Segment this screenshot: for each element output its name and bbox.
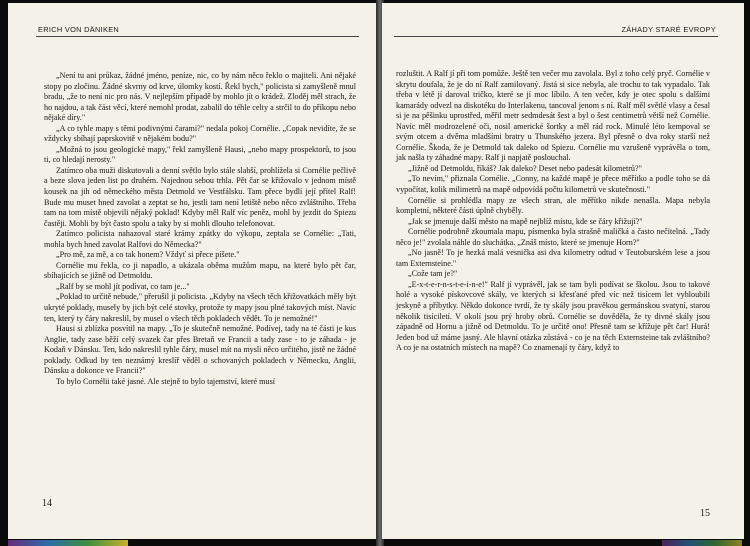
paragraph: Zatímco oba muži diskutovali a denní světlo bylo stále slabší, prohlížela si Cornélie pečlivě a beze slova jeden list po druhém. Najednou sebou trhla. Pět čar se křižovalo v jednom místě kousek na jih od německého města Detmold ve Vestfálsku. Tam přece bydlí její přítel Ralf! Bude mu muset hned zavolat a zeptat se ho, jestli tam není letiště nebo něco zvláštního. Třeba tam na tom místě objevili nějaký poklad! Kdyby měl Ralf víc peněz, mohl by jezdit do Spiezu častěji. Mohli by být často spolu a taky by si mohli dlouho telefonovat. bbox=[44, 165, 356, 228]
paragraph: „Cože tam je?" bbox=[408, 269, 458, 279]
paragraph: Cornélie si prohlédla mapy ze všech stran, ale měřítko nikde nenašla. Mapa nebyla kompletní, některé části úplně chyběly. bbox=[396, 195, 710, 216]
cover-edge-decoration bbox=[8, 540, 128, 546]
paragraph: „A co tyhle mapy s těmi podivnými čarami?" nedala pokoj Cornélie. „Copak nevidíte, že se vždycky sbíhají paprskovitě v nějakém bodu?" bbox=[44, 123, 356, 144]
header-rule bbox=[394, 36, 718, 37]
paragraph: „Ralf by se mohl jít podívat, co tam je..." bbox=[56, 281, 190, 291]
left-page bbox=[8, 3, 380, 539]
cover-edge-decoration bbox=[662, 540, 742, 546]
paragraph: „Není tu ani průkaz, žádné jméno, peníze, nic, co by nám něco řeklo o majiteli. Ani nějaké stopy po zločinu. Žádné skvrny od krve, úlomky kostí. Řekl bych," policista si zamyšleně mnul bradu, „že to není nic pro nás. V nejlepším případě by mohlo jít o krádež. Zloděj měl strach, že ho najdou, a tak část věcí, které nemohl prodat, zabalil do téhle celty a strčil to do příkopu nebo nějaké díry." bbox=[44, 71, 356, 123]
running-header-title: ZÁHADY STARÉ EVROPY bbox=[621, 25, 716, 34]
paragraph: „E-x-t-e-r-n-s-t-e-i-n-e!" Ralf jí vyprávěl, jak se tam byli podívat se školou. Jsou to takové holé a vysoké pískovcové skály, ve kterých si křesťané před víc než tisícem let vyhloubili jeskyně a příbytky. Někdo dokonce tvrdí, že ty skály jsou pravěkou germánskou svatyní, starou několik tisíciletí. V okolí jsou prý hroby obrů. Cornélie se dověděla, že ty divné skály jsou západně od Hornu a jižně od Detmoldu. To je určitě ono! Přesně tam se křížuje pět čar! Hurá! Jeden bod už máme jasný. Ale hlavní otázka zůstává - co je na těch Externsteine tak zvláštního? A co je na ostatních místech na mapě? Co znamenají ty čáry, když to bbox=[396, 279, 710, 353]
paragraph: „Pro mě, za mě, a co tak honem? Vždyť si přece píšete." bbox=[56, 250, 240, 260]
paragraph: Hausi si zblízka posvítil na mapy. „To je skutečně nemožné. Podívej, tady na té části je kus Anglie, tady zase běží celý svazek čar přes Bretaň ve Francii a tady zase - to je záhada - je Kodaň v Dánsku. Ten, kdo nakreslil tyhle čáry, musel mít na mysli něco určitého, jistě ne žádné poklady. Odkud by ten neznámý kreslíř věděl o schovaných pokladech v Německu, Anglii, Dánsku a dokonce ve Francii?" bbox=[44, 324, 356, 376]
paragraph: Zatímco policista nahazoval staré krámy zpátky do výkopu, zeptala se Cornélie: „Tati, mohla bych hned zavolat Ralfovi do Německa?" bbox=[44, 229, 356, 249]
paragraph: Cornélie podrobně zkoumala mapu, písmenka byla strašně maličká a často nečitelná. „Tady něco je!" zvolala náhle do sluchátka. „Znáš místo, které se jmenuje Horn?" bbox=[396, 227, 710, 247]
paragraph: „Možná to jsou geologické mapy," řekl zamyšleně Hausi, „nebo mapy prospektorů, to jsou ti, co hledají nerosty." bbox=[44, 144, 356, 165]
paragraph: „Jak se jmenuje další město na mapě nejblíž místu, kde se čáry křižují?" bbox=[408, 216, 643, 226]
paragraph: To bylo Cornélii také jasné. Ale stejně to bylo tajemství, které musí bbox=[56, 376, 275, 386]
header-rule bbox=[36, 36, 359, 37]
page-number: 14 bbox=[42, 498, 52, 509]
paragraph: Cornélie mu řekla, co ji napadlo, a ukázala oběma mužům mapu, na které bylo pět čar, sbíhajících se jižně od Detmoldu. bbox=[44, 260, 356, 281]
paragraph: „No jasně! To je hezká malá vesnička asi dva kilometry odtud v Teutoburském lese a jsou tam Externsteine." bbox=[396, 248, 710, 268]
page-number: 15 bbox=[700, 508, 710, 519]
right-page-text bbox=[396, 69, 710, 354]
paragraph: „To nevím," přiznala Cornélie. „Conny, na každé mapě je přece měřítko a podle toho se dá vypočítat, kolik milimetrů na mapě odpovídá počtu kilometrů ve skutečnosti." bbox=[396, 174, 710, 195]
running-header-author: ERICH VON DÄNIKEN bbox=[38, 25, 120, 34]
right-page bbox=[382, 3, 744, 539]
paragraph: „Poklad to určitě nebude," přerušil ji policista. „Kdyby na všech těch křižovatkách měly být ukryté poklady, musely by jich být celé stovky, protože ty mapy jsou plné takových míst. Navíc ten, který ty čáry nakreslil, by musel o všech těch pokladech vědět. To je nemožné!" bbox=[44, 292, 356, 323]
paragraph: „Jižně od Detmoldu, říkáš? Jak daleko? Deset nebo padesát kilometrů?" bbox=[408, 163, 642, 173]
paragraph: rozluštit. A Ralf jí při tom pomůže. Ještě ten večer mu zavolala. Byl z toho celý pryč. Cornélie v skrytu doufala, že je do ní Ralf zamilovaný. Jistá si sice nebyla, ale trochu to tak vypadalo. Tak třeba v létě jí daroval tričko, které se jí moc líbilo. A ten večer, kdy je otec spolu s dalšími kamarády odvezl na diskotéku do Interlakenu, tancoval jenom s ní. Ralf měl světlé vlasy a česal si je na pěšinku uprostřed, měřil metr sedmdesát šest a byl o šest centimetrů větší než Cornélie. Navíc měl modrozelené oči, nosil americké šortky a měl rád rock. Minulé léto kempoval se svým otcem a dvěma mladšími bratry u Thunského jezera. Byl přesně o dva roky starší než Cornélie. Škoda, že je Detmold tak daleko od Spiezu. Cornélie mu vzrušeně vyprávěla o tom, jak našla ty záhadné mapy. Ralf ji napjatě poslouchal. bbox=[396, 69, 710, 163]
left-page-text bbox=[44, 71, 356, 387]
